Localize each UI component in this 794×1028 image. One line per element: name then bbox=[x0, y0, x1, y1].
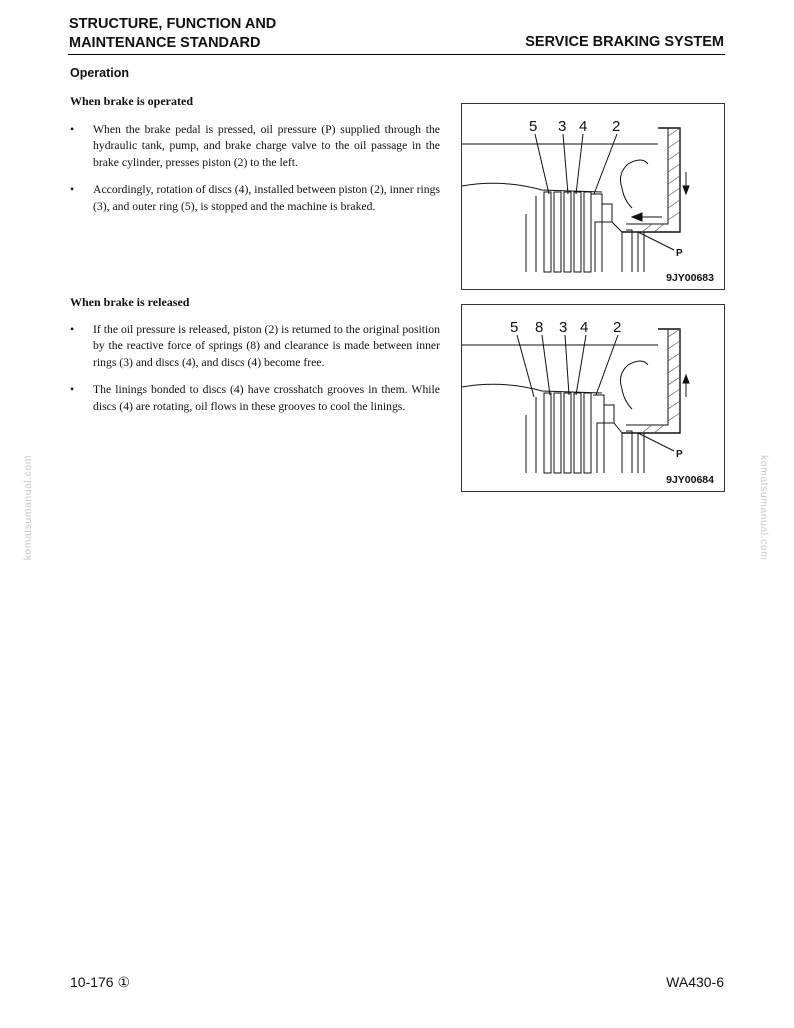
watermark-right: komatsumanual.com bbox=[758, 455, 770, 561]
model-number: WA430-6 bbox=[666, 974, 724, 990]
header-divider bbox=[68, 54, 725, 55]
operated-bullet-list bbox=[70, 122, 440, 226]
figure-callout-label: 4 bbox=[580, 319, 589, 336]
bullet-icon: • bbox=[70, 323, 75, 336]
page-number: 10-176 ① bbox=[70, 974, 131, 990]
figure-callout-label: 8 bbox=[535, 319, 544, 336]
header-title-line1: STRUCTURE, FUNCTION AND bbox=[69, 16, 277, 32]
figure-callout-label: 4 bbox=[579, 118, 588, 135]
pressure-label: P bbox=[676, 248, 683, 259]
figure-brake-released bbox=[461, 304, 725, 492]
figure-id: 9JY00684 bbox=[666, 474, 714, 486]
bullet-text: Accordingly, rotation of discs (4), installed between piston (2), inner rings (3), and outer ring (5), is stopped and the machine is braked. bbox=[93, 183, 440, 213]
header-section-title: SERVICE BRAKING SYSTEM bbox=[525, 34, 724, 50]
operation-heading: Operation bbox=[70, 66, 130, 80]
bullet-icon: • bbox=[70, 183, 75, 197]
figure-callout-label: 3 bbox=[559, 319, 568, 336]
bullet-text: If the oil pressure is released, piston (2) is returned to the original position by the reactive force of springs (8) and clearance is made between inner rings (3) and discs (4), and discs (4) become free. bbox=[93, 323, 440, 369]
figure-callout-label: 2 bbox=[612, 118, 621, 135]
bullet-text: The linings bonded to discs (4) have crosshatch grooves in them. While discs (4) are rotating, oil flows in these grooves to cool the linings. bbox=[93, 383, 440, 413]
figure-callout-label: 5 bbox=[510, 319, 519, 336]
pressure-label: P bbox=[676, 449, 683, 460]
figure-id: 9JY00683 bbox=[666, 272, 714, 284]
bullet-icon: • bbox=[70, 383, 75, 397]
list-item bbox=[70, 382, 440, 415]
list-item bbox=[70, 122, 440, 171]
released-bullet-list bbox=[70, 322, 440, 426]
watermark-left: komatsumanual.com bbox=[22, 455, 34, 561]
figure-brake-operated bbox=[461, 103, 725, 290]
released-heading: When brake is released bbox=[70, 295, 190, 309]
bullet-icon: • bbox=[70, 123, 75, 136]
header-title bbox=[69, 15, 276, 53]
bullet-text: When the brake pedal is pressed, oil pressure (P) supplied through the hydraulic tank, pump, and brake charge valve to the oil passage in the brake cylinder, presses piston (2) to the left. bbox=[93, 123, 440, 169]
list-item bbox=[70, 182, 440, 215]
list-item bbox=[70, 322, 440, 371]
figure-callout-label: 2 bbox=[613, 319, 622, 336]
brake-released-diagram bbox=[462, 305, 724, 491]
figure-callout-label: 3 bbox=[558, 118, 567, 135]
brake-operated-diagram bbox=[462, 104, 724, 289]
header-title-line2: MAINTENANCE STANDARD bbox=[69, 35, 261, 51]
operated-heading: When brake is operated bbox=[70, 94, 193, 108]
figure-callout-label: 5 bbox=[529, 118, 538, 135]
